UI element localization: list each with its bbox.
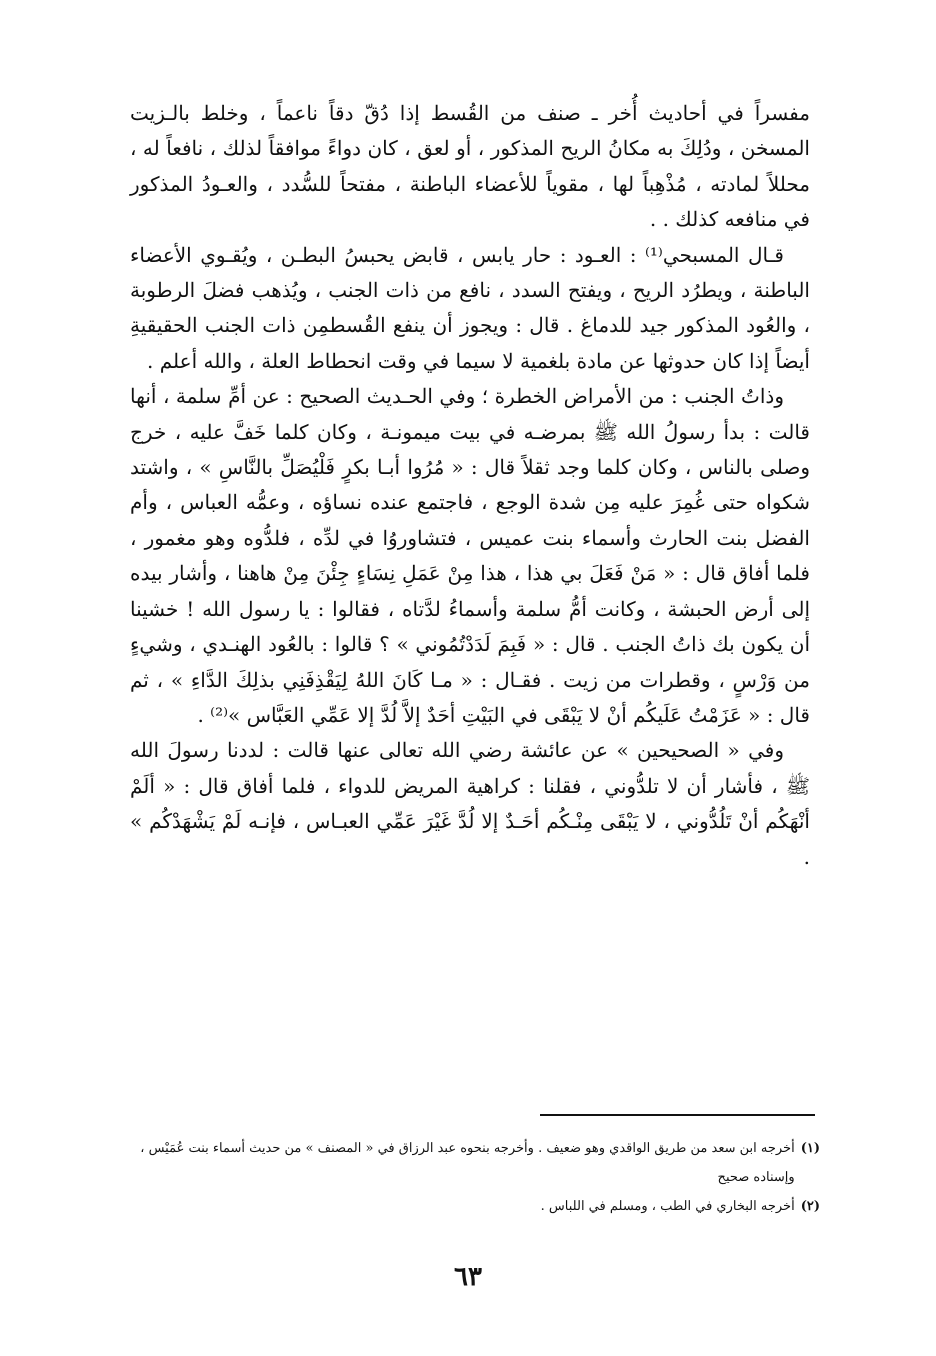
main-text bbox=[130, 96, 810, 875]
footnote-1-mark: (١) bbox=[800, 1141, 820, 1156]
footnote-2-text: أخرجه البخاري في الطب ، ومسلم في اللباس . bbox=[540, 1199, 795, 1214]
footnote-1-text: أخرجه ابن سعد من طريق الواقدي وهو ضعيف . وأخرجه بنحوه عبد الرزاق في « المصنف » من حديث أسماء بنت عُمَيْس ، وإسناده صحيح bbox=[140, 1141, 795, 1185]
paragraph-2: قـال المسبحي⁽¹⁾ : العـود : حار يابس ، قابض يحبسُ البطـن ، ويُقـوي الأعضاء الباطنة ، ويطرُد الريح ، ويفتح السدد ، نافع من ذات الجنب ، ويُذهب فضلَ الرطوبة ، والعُود المذكور جيد للدماغ . قال : ويجوز أن ينفع القُسطمِن ذات الجنب الحقيقيةِ أيضاً إذا كان حدوثها عن مادة بلغمية لا سيما في وقت انحطاط العلة ، والله أعلم . bbox=[130, 242, 810, 373]
footnote-2-mark: (٢) bbox=[800, 1199, 820, 1214]
footnote-1 bbox=[130, 1134, 820, 1192]
footnote-separator bbox=[540, 1114, 815, 1116]
page-number: ٦٣ bbox=[454, 1262, 482, 1292]
paragraph-4: وفي « الصحيحين » عن عائشة رضي الله تعالى عنها قالت : لددنا رسولَ الله ﷺ ، فأشار أن لا تلدُّوني ، فقلنا : كراهية المريض للدواء ، فلما أفاق قال : « ألَمْ أنْهَكُم أنْ تَلُدُّوني ، لا يَبْقَى مِنْـكُم أحَـدٌ إلا لُدَّ غَيْرَ عَمِّي العبـاس ، فإنـه لَمْ يَشْهَدْكُم » . bbox=[130, 738, 810, 869]
paragraph-1: مفسراً في أحاديث أُخر ـ صنف من القُسط إذا دُقّ دقاً ناعماً ، وخلط بالـزيت المسخن ، ودُلِكَ به مكانُ الريح المذكور ، أو لعق ، كان دواءً موافقاً لذلك ، نافعاً له ، محللاً لمادته ، مُذْهِباً لها ، مقوياً للأعضاء الباطنة ، مفتحاً للسُّدد ، والعـودُ المذكور في منافعه كذلك . . bbox=[130, 101, 810, 232]
paragraph-3: وذاتُ الجنب : من الأمراض الخطرة ؛ وفي الحـديث الصحيح : عن أمِّ سلمة ، أنها قالت : بدأ رسولُ الله ﷺ بمرضـه في بيت ميمونـة ، وكان كلما خَفَّ عليه ، خرج وصلى بالناس ، وكان كلما وجد ثقلاً قال : « مُرُوا أبـا بكرٍ فَلْيُصَلِّ بالنَّاسِ » ، واشتد شكواه حتى غُمِرَ عليه مِن شدة الوجع ، فاجتمع عنده نساؤه ، وعمُّه العباس ، وأم الفضل بنت الحارث وأسماء بنت عميس ، فتشاوروُا في لدِّه ، فلدُّوه وهو مغمور ، فلما أفاق قال : « مَنْ فَعَلَ بي هذا ، هذا مِنْ عَمَلِ نِسَاءٍ جِئْنَ مِنْ هاهنا ، وأشار بيده إلى أرض الحبشة ، وكانت أمُّ سلمة وأسماءُ لدَّتاه ، فقالوا : يا رسول الله ! خشينا أن يكون بك ذاتُ الجنب . قال : « فَبِمَ لَدَدْتُمُوني » ؟ قالوا : بالعُود الهنـدي ، وشيءٍ من وَرْسٍ ، وقطرات من زيت . فقـال : « مـا كَانَ اللهُ لِيَقْذِفَنِي بذلِكَ الدَّاءِ » ، ثم قال : « عَزَمْتُ عَلَيكُم أنْ لا يَبْقَى في البَيْتِ أحَدٌ إلاَّ لُدَّ إلا عَمِّي العَبَّاس »⁽²⁾ . bbox=[130, 384, 811, 727]
footnote-2 bbox=[130, 1192, 820, 1221]
footnotes bbox=[130, 1134, 820, 1221]
